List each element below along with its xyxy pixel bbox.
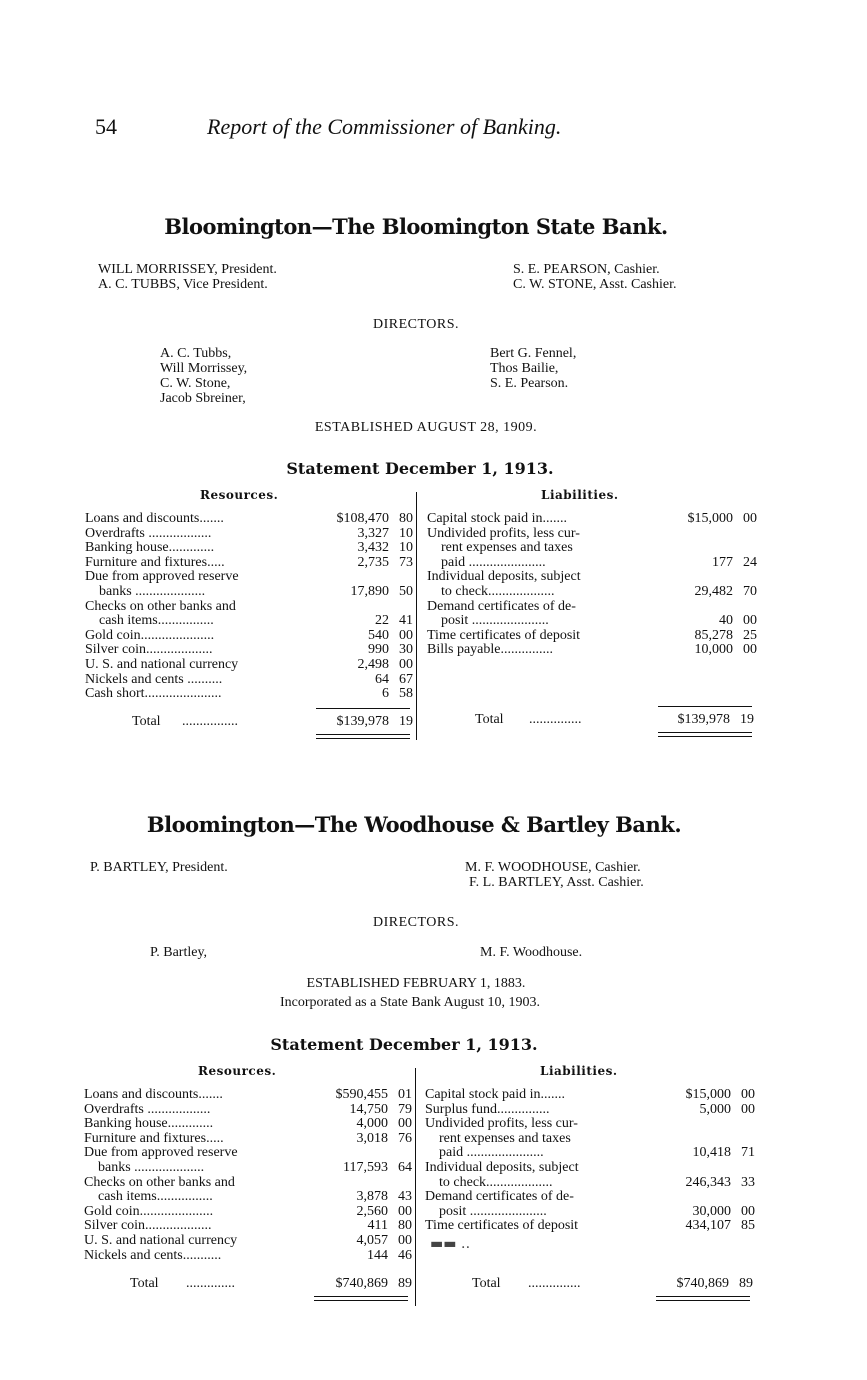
double-rule	[314, 1296, 408, 1297]
row-amount: 246,343	[685, 1174, 731, 1190]
row-label: rent expenses and taxes	[439, 1131, 571, 1146]
row-label: Individual deposits, subject	[427, 570, 581, 585]
row-cents: 00	[741, 1101, 755, 1117]
row-cents: 00	[398, 1203, 412, 1219]
page-title: Report of the Commissioner of Banking.	[207, 114, 562, 139]
officer: A. C. TUBBS, Vice President.	[98, 277, 268, 292]
row-label: Time certificates of deposit	[427, 628, 581, 643]
double-rule	[316, 734, 410, 735]
table-row	[425, 1176, 755, 1191]
row-cents: 43	[398, 1189, 412, 1205]
row-label: banks ....................	[99, 584, 206, 599]
row-amount: 4,000	[356, 1116, 388, 1132]
table-row	[85, 687, 413, 702]
officers-right	[513, 262, 677, 292]
officers-left	[98, 262, 277, 292]
table-row	[427, 600, 757, 615]
row-cents: 33	[741, 1174, 755, 1190]
officers-right	[465, 860, 644, 890]
row-label: Capital stock paid in.......	[425, 1088, 565, 1102]
row-cents: 00	[398, 1232, 412, 1248]
row-label: Demand certificates of de-	[427, 599, 576, 614]
table-row	[84, 1219, 412, 1234]
total-amount: $740,869	[676, 1276, 729, 1291]
table-row	[85, 556, 413, 571]
row-cents: 00	[399, 656, 413, 672]
director: A. C. Tubbs,	[160, 346, 232, 361]
row-label: Furniture and fixtures.....	[85, 555, 225, 570]
row-label: cash items................	[99, 614, 214, 629]
resources-total-row	[130, 1276, 412, 1292]
total-label: Total	[130, 1276, 159, 1291]
table-row	[84, 1103, 412, 1118]
sum-rule	[316, 708, 410, 709]
resources-total-row	[132, 714, 413, 730]
row-cents: 58	[399, 686, 413, 702]
row-cents: 00	[741, 1203, 755, 1219]
double-rule	[656, 1296, 750, 1297]
director: S. E. Pearson.	[490, 376, 569, 391]
row-label: U. S. and national currency	[84, 1233, 238, 1248]
row-cents: 00	[398, 1116, 412, 1132]
table-row	[427, 570, 757, 585]
row-label: Overdrafts ..................	[84, 1102, 211, 1117]
directors-heading: DIRECTORS.	[372, 317, 460, 332]
director: Jacob Sbreiner,	[160, 391, 246, 406]
row-label: paid ......................	[439, 1146, 544, 1161]
row-label: Banking house.............	[85, 541, 215, 556]
row-amount: 434,107	[685, 1218, 731, 1234]
table-row	[425, 1205, 755, 1220]
liabilities-heading: Liabilities.	[540, 1064, 618, 1078]
row-label: Surplus fund...............	[425, 1102, 550, 1117]
table-row	[85, 673, 413, 688]
row-amount: 6	[382, 686, 389, 702]
liabilities-heading: Liabilities.	[541, 488, 619, 502]
table-row	[84, 1234, 412, 1249]
table-row	[85, 541, 413, 556]
director: Bert G. Fennel,	[490, 346, 577, 361]
table-row	[427, 585, 757, 600]
row-amount: 22	[375, 613, 389, 629]
established-line: ESTABLISHED FEBRUARY 1, 1883.	[306, 976, 526, 991]
total-label: Total	[132, 714, 161, 729]
row-cents: 30	[399, 642, 413, 658]
row-cents: 25	[743, 627, 757, 643]
row-label: Time certificates of deposit	[425, 1219, 579, 1234]
row-cents: 64	[398, 1159, 412, 1175]
resources-heading: Resources.	[198, 1064, 277, 1078]
total-leader: ...............	[529, 712, 582, 727]
row-amount: 29,482	[694, 583, 733, 599]
column-divider	[415, 1068, 416, 1306]
row-cents: 01	[398, 1087, 412, 1102]
row-amount: 3,018	[356, 1130, 388, 1146]
row-label: banks ....................	[98, 1160, 205, 1175]
table-row	[84, 1161, 412, 1176]
table-row	[425, 1190, 755, 1205]
row-label: Capital stock paid in.......	[427, 512, 567, 526]
row-amount: 14,750	[349, 1101, 388, 1117]
row-amount: 10,418	[692, 1145, 731, 1161]
row-cents: 67	[399, 671, 413, 687]
row-cents: 85	[741, 1218, 755, 1234]
liabilities-total-row	[472, 1276, 753, 1292]
table-row	[85, 600, 413, 615]
statement-heading: Statement December 1, 1913.	[270, 1035, 538, 1054]
table-row	[85, 585, 413, 600]
liabilities-table	[425, 1088, 755, 1234]
director: Thos Bailie,	[490, 361, 559, 376]
row-amount: 5,000	[699, 1101, 731, 1117]
officers-left	[90, 860, 228, 875]
row-label: Nickels and cents...........	[84, 1248, 222, 1263]
row-cents: 73	[399, 554, 413, 570]
directors-right	[490, 346, 576, 391]
officer: WILL MORRISSEY, President.	[98, 262, 277, 277]
column-divider	[416, 492, 417, 740]
established-line: ESTABLISHED AUGUST 28, 1909.	[314, 420, 538, 435]
row-cents: 00	[741, 1087, 755, 1102]
row-amount: 4,057	[356, 1232, 388, 1248]
table-row	[427, 643, 757, 658]
incorporated-line: Incorporated as a State Bank August 10, 1903.	[279, 995, 541, 1010]
row-cents: 70	[743, 583, 757, 599]
row-amount: 64	[375, 671, 389, 687]
row-cents: 79	[398, 1101, 412, 1117]
total-cents: 89	[398, 1276, 412, 1291]
row-label: Undivided profits, less cur-	[427, 526, 580, 541]
row-label: Banking house.............	[84, 1117, 214, 1132]
table-row	[84, 1117, 412, 1132]
liabilities-total-row	[475, 712, 754, 728]
row-cents: 24	[743, 554, 757, 570]
table-row	[85, 614, 413, 629]
table-row	[85, 643, 413, 658]
bank-title: Bloomington—The Woodhouse & Bartley Bank.	[146, 812, 682, 837]
total-cents: 89	[739, 1276, 753, 1291]
total-leader: ...............	[528, 1276, 581, 1291]
resources-table	[84, 1088, 412, 1263]
table-row	[427, 512, 757, 527]
table-row	[85, 527, 413, 542]
row-amount: 30,000	[692, 1203, 731, 1219]
row-label: Due from approved reserve	[85, 570, 239, 585]
row-amount: 2,735	[357, 554, 389, 570]
row-amount: $590,455	[335, 1087, 388, 1102]
total-leader: ..............	[186, 1276, 235, 1291]
table-row	[85, 570, 413, 585]
table-row	[425, 1088, 755, 1103]
row-label: Gold coin.....................	[85, 628, 215, 643]
total-label: Total	[475, 712, 504, 727]
bank-title: Bloomington—The Bloomington State Bank.	[164, 214, 668, 239]
row-amount: 10,000	[694, 642, 733, 658]
row-cents: 80	[398, 1218, 412, 1234]
row-label: Undivided profits, less cur-	[425, 1117, 578, 1132]
row-cents: 71	[741, 1145, 755, 1161]
row-amount: 85,278	[694, 627, 733, 643]
row-amount: $15,000	[685, 1087, 731, 1102]
row-amount: 17,890	[350, 583, 389, 599]
row-amount: 3,878	[356, 1189, 388, 1205]
row-cents: 80	[399, 511, 413, 526]
directors-left	[160, 346, 247, 406]
row-label: Cash short......................	[85, 687, 222, 702]
row-cents: 00	[743, 642, 757, 658]
row-cents: 10	[399, 540, 413, 556]
table-row	[84, 1249, 412, 1264]
table-row	[84, 1205, 412, 1220]
total-amount: $740,869	[335, 1276, 388, 1291]
row-label: Gold coin.....................	[84, 1204, 214, 1219]
row-amount: 540	[368, 627, 389, 643]
double-rule	[316, 738, 410, 739]
officer: S. E. PEARSON, Cashier.	[513, 262, 660, 277]
row-label: Overdrafts ..................	[85, 526, 212, 541]
table-row	[85, 512, 413, 527]
table-row	[84, 1146, 412, 1161]
table-row	[425, 1103, 755, 1118]
row-cents: 10	[399, 525, 413, 541]
row-label: cash items................	[98, 1190, 213, 1205]
row-amount: 2,560	[356, 1203, 388, 1219]
director: C. W. Stone,	[160, 376, 231, 391]
row-amount: 177	[712, 554, 733, 570]
resources-table	[85, 512, 413, 702]
row-cents: 76	[398, 1130, 412, 1146]
row-amount: $15,000	[687, 511, 733, 526]
table-row	[427, 614, 757, 629]
row-cents: 00	[743, 613, 757, 629]
row-label: Bills payable...............	[427, 643, 553, 658]
row-label: rent expenses and taxes	[441, 541, 573, 556]
sum-rule	[658, 706, 752, 707]
total-cents: 19	[399, 714, 413, 729]
directors-left	[150, 945, 207, 960]
double-rule	[656, 1300, 750, 1301]
row-cents: 00	[399, 627, 413, 643]
liabilities-table	[427, 512, 757, 658]
page-number: 54	[95, 114, 117, 139]
table-row	[427, 527, 757, 542]
table-row	[84, 1088, 412, 1103]
table-row	[85, 629, 413, 644]
total-amount: $139,978	[336, 714, 389, 729]
row-label: to check...................	[439, 1175, 553, 1190]
ink-smudge: ▬▬ ‥	[430, 1236, 471, 1252]
row-label: U. S. and national currency	[85, 657, 239, 672]
row-label: posit ......................	[441, 614, 549, 629]
statement-heading: Statement December 1, 1913.	[286, 459, 554, 478]
row-label: Due from approved reserve	[84, 1146, 238, 1161]
directors-heading: DIRECTORS.	[372, 915, 460, 930]
officer: P. BARTLEY, President.	[90, 860, 228, 875]
officer: C. W. STONE, Asst. Cashier.	[513, 277, 677, 292]
row-label: Nickels and cents ..........	[85, 672, 223, 687]
table-row	[425, 1117, 755, 1132]
table-row	[425, 1132, 755, 1147]
table-row	[85, 658, 413, 673]
row-amount: $108,470	[336, 511, 389, 526]
table-row	[84, 1132, 412, 1147]
resources-heading: Resources.	[200, 488, 279, 502]
director: Will Morrissey,	[160, 361, 248, 376]
row-amount: 3,327	[357, 525, 389, 541]
double-rule	[658, 736, 752, 737]
row-amount: 144	[367, 1247, 388, 1263]
director: P. Bartley,	[150, 945, 208, 960]
row-cents: 50	[399, 583, 413, 599]
table-row	[427, 556, 757, 571]
row-label: to check...................	[441, 584, 555, 599]
double-rule	[314, 1300, 408, 1301]
row-label: Demand certificates of de-	[425, 1190, 574, 1205]
table-row	[427, 629, 757, 644]
row-label: Furniture and fixtures.....	[84, 1131, 224, 1146]
row-cents: 46	[398, 1247, 412, 1263]
row-cents: 00	[743, 511, 757, 526]
row-label: Silver coin...................	[84, 1219, 212, 1234]
row-label: Silver coin...................	[85, 643, 213, 658]
row-amount: 2,498	[357, 656, 389, 672]
page-header	[95, 114, 795, 144]
table-row	[427, 541, 757, 556]
row-amount: 411	[367, 1218, 388, 1234]
row-label: Loans and discounts.......	[84, 1088, 223, 1102]
total-amount: $139,978	[677, 712, 730, 727]
row-amount: 990	[368, 642, 389, 658]
double-rule	[658, 732, 752, 733]
row-cents: 41	[399, 613, 413, 629]
row-label: Checks on other banks and	[85, 599, 236, 614]
row-label: posit ......................	[439, 1204, 547, 1219]
table-row	[425, 1161, 755, 1176]
total-leader: ................	[182, 714, 238, 729]
director: M. F. Woodhouse.	[480, 945, 583, 960]
row-amount: 117,593	[343, 1159, 388, 1175]
total-cents: 19	[740, 712, 754, 727]
row-label: Loans and discounts.......	[85, 512, 224, 526]
row-label: Checks on other banks and	[84, 1175, 235, 1190]
row-label: Individual deposits, subject	[425, 1160, 579, 1175]
row-amount: 3,432	[357, 540, 389, 556]
row-amount: 40	[719, 613, 733, 629]
table-row	[84, 1190, 412, 1205]
table-row	[425, 1146, 755, 1161]
total-label: Total	[472, 1276, 501, 1291]
directors-right	[480, 945, 582, 960]
officer: F. L. BARTLEY, Asst. Cashier.	[469, 875, 644, 890]
table-row	[84, 1176, 412, 1191]
officer: M. F. WOODHOUSE, Cashier.	[465, 860, 641, 875]
row-label: paid ......................	[441, 555, 546, 570]
table-row	[425, 1219, 755, 1234]
